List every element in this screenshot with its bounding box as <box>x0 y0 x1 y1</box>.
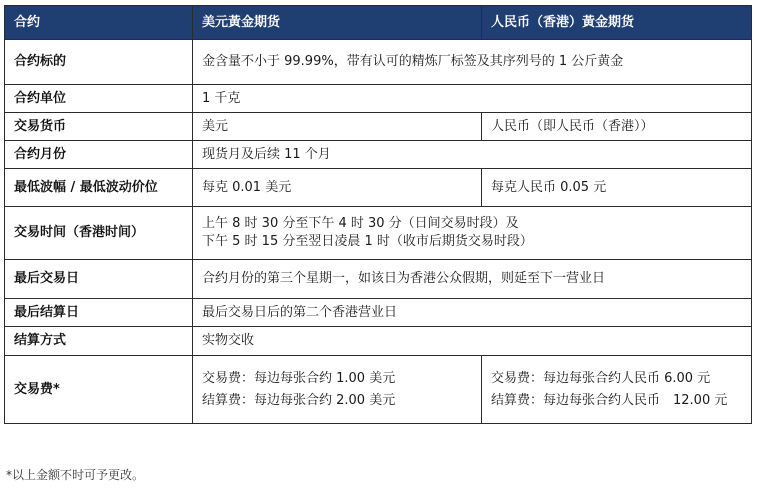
cell-trading-hours <box>193 207 752 260</box>
cell-final-settlement-day: 最后交易日后的第二个香港营业日 <box>193 299 752 327</box>
cell-contract-subject: 金含量不小于 99.99%，带有认可的精炼厂标签及其序列号的 1 公斤黄金 <box>193 40 752 85</box>
row-label-fees: 交易费* <box>5 356 193 424</box>
table-row <box>5 327 752 356</box>
header-cnh-gold-futures: 人民币（香港）黃金期货 <box>482 6 752 40</box>
header-usd-gold-futures: 美元黃金期货 <box>193 6 482 40</box>
table-row <box>5 113 752 141</box>
fee-usd-clearing: 结算费：每边每张合约 2.00 美元 <box>202 392 396 408</box>
footnote: *以上金额不时可予更改。 <box>6 468 145 482</box>
fee-cnh-clearing: 结算费：每边每张合约人民币 12.00 元 <box>491 392 728 408</box>
table-row <box>5 260 752 299</box>
table-row <box>5 356 752 424</box>
cell-last-trading-day: 合约月份的第三个星期一，如该日为香港公众假期，则延至下一营业日 <box>193 260 752 299</box>
table-header-row <box>5 6 752 40</box>
futures-spec-table <box>4 5 752 424</box>
trading-hours-night-session: 下午 5 时 15 分至翌日凌晨 1 时（收市后期货交易时段） <box>202 234 533 249</box>
cell-contract-unit: 1 千克 <box>193 85 752 113</box>
cell-fees-usd <box>193 356 482 424</box>
cell-min-tick-usd: 每克 0.01 美元 <box>193 169 482 207</box>
cell-settlement-method: 实物交收 <box>193 327 752 356</box>
row-label-contract-subject: 合约标的 <box>5 40 193 85</box>
row-label-contract-months: 合约月份 <box>5 141 193 169</box>
row-label-settlement-method: 结算方式 <box>5 327 193 356</box>
row-label-final-settlement-day: 最后结算日 <box>5 299 193 327</box>
table-row <box>5 299 752 327</box>
table-row <box>5 207 752 260</box>
futures-spec-table-container <box>4 5 751 424</box>
table-row <box>5 85 752 113</box>
cell-trading-currency-cnh: 人民币（即人民币（香港）） <box>482 113 752 141</box>
row-label-last-trading-day: 最后交易日 <box>5 260 193 299</box>
cell-min-tick-cnh: 每克人民币 0.05 元 <box>482 169 752 207</box>
cell-contract-months: 现货月及后续 11 个月 <box>193 141 752 169</box>
cell-trading-currency-usd: 美元 <box>193 113 482 141</box>
row-label-contract-unit: 合约单位 <box>5 85 193 113</box>
fee-cnh-trading: 交易费：每边每张合约人民币 6.00 元 <box>491 370 711 386</box>
trading-hours-day-session: 上午 8 时 30 分至下午 4 时 30 分（日间交易时段）及 <box>202 216 519 231</box>
cell-fees-cnh <box>482 356 752 424</box>
header-contract: 合约 <box>5 6 193 40</box>
table-row <box>5 40 752 85</box>
table-row <box>5 141 752 169</box>
row-label-trading-currency: 交易货币 <box>5 113 193 141</box>
fee-usd-trading: 交易费：每边每张合约 1.00 美元 <box>202 370 396 386</box>
row-label-min-tick: 最低波幅 / 最低波动价位 <box>5 169 193 207</box>
table-row <box>5 169 752 207</box>
row-label-trading-hours: 交易时间（香港时间） <box>5 207 193 260</box>
